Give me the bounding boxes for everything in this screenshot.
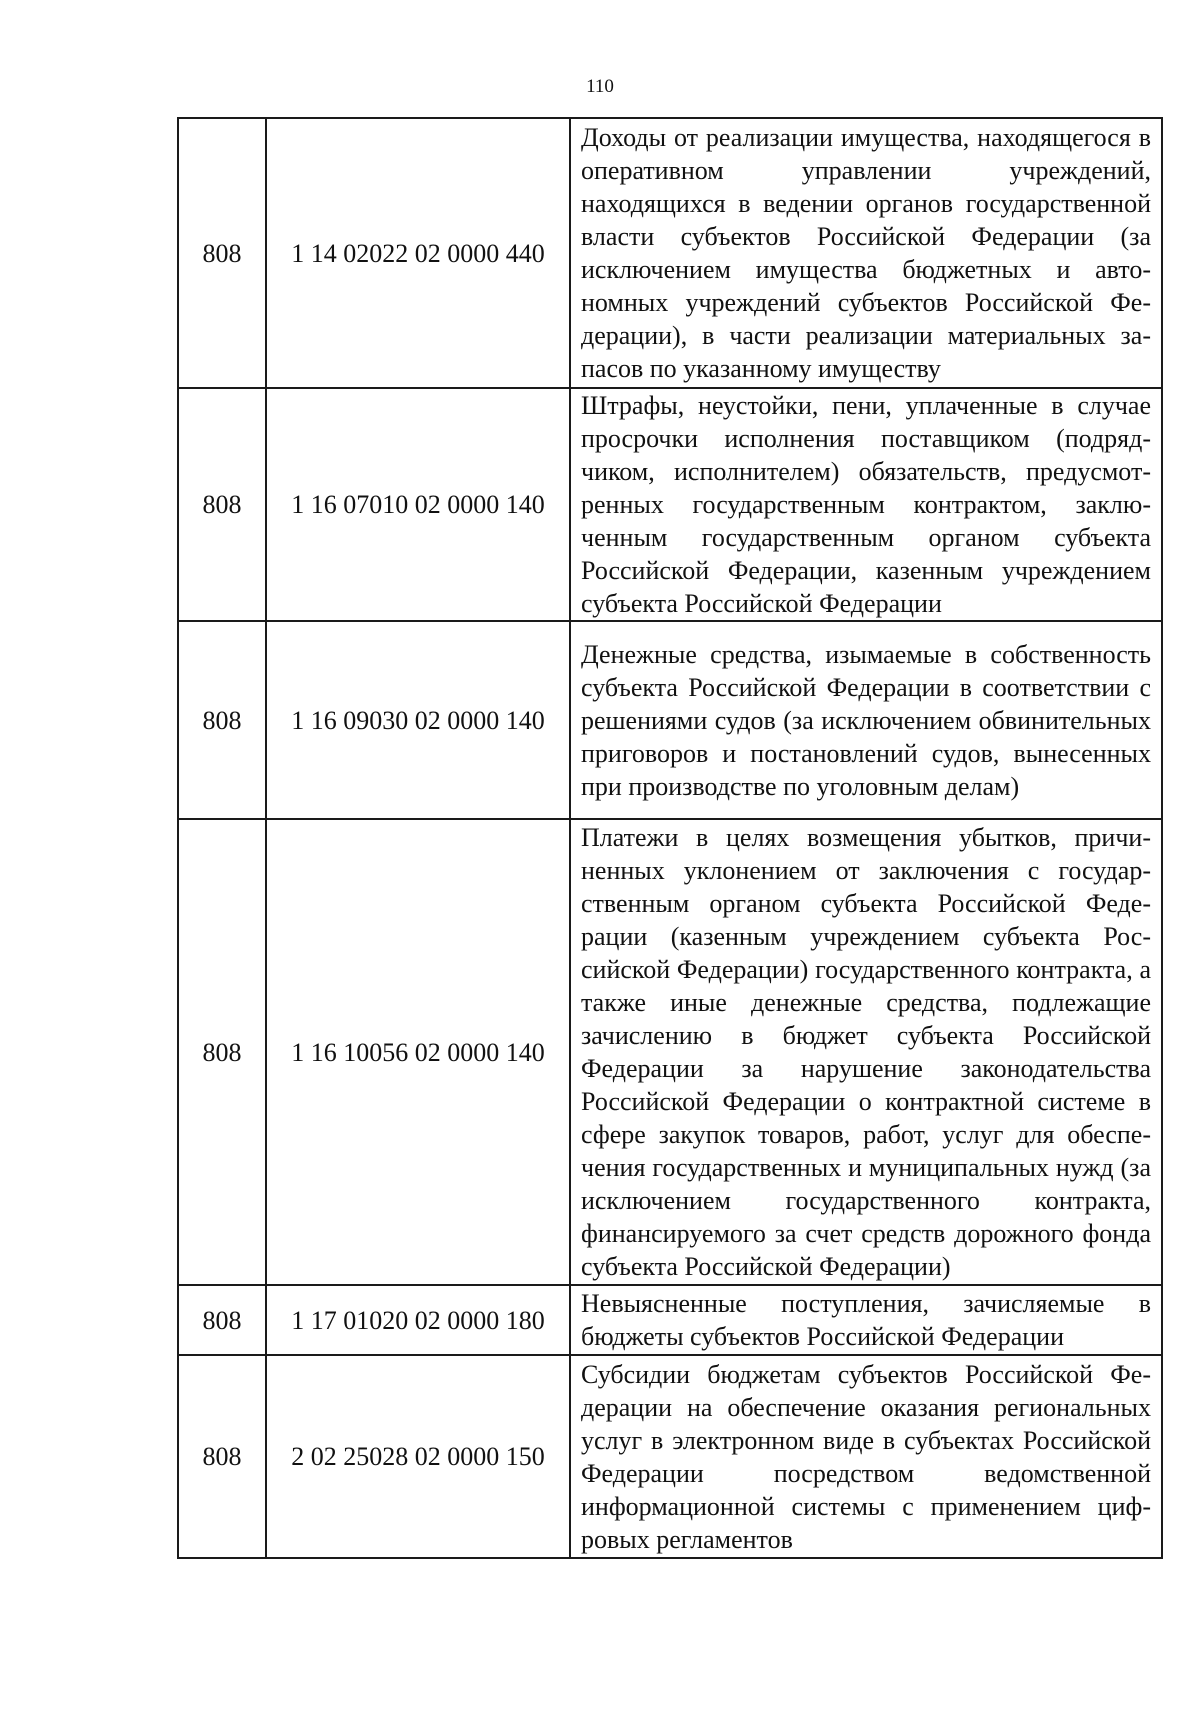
table-row (178, 819, 1162, 1285)
kbk-code-cell: 2 02 25028 02 0000 150 (266, 1355, 570, 1558)
table-row (178, 1355, 1162, 1558)
admin-code-cell: 808 (178, 1355, 266, 1558)
income-description-cell: Невыясненные поступления, зачисляемые в бюджеты субъектов Российской Федерации (570, 1285, 1162, 1355)
income-description-cell: Денежные средства, изымаемые в собственность субъекта Российской Федерации в соответствии с решениями судов (за исключением обвинительных приговоров и постановлений судов, вынесенных при производстве по уголовным делам) (570, 621, 1162, 819)
table-row (178, 118, 1162, 388)
kbk-code-cell: 1 16 07010 02 0000 140 (266, 388, 570, 621)
kbk-code-cell: 1 14 02022 02 0000 440 (266, 118, 570, 388)
budget-codes-table (177, 117, 1163, 1559)
table-row (178, 621, 1162, 819)
admin-code-cell: 808 (178, 621, 266, 819)
income-description-cell: Штрафы, неустойки, пени, уплаченные в случае просрочки исполнения поставщиком (подрядчиком, исполнителем) обязательств, предусмотренных государственным контрактом, заключенным государственным органом субъекта Российской Федерации, казенным учреждением субъекта Российской Федерации (570, 388, 1162, 621)
admin-code-cell: 808 (178, 819, 266, 1285)
admin-code-cell: 808 (178, 118, 266, 388)
page-number: 110 (586, 76, 614, 97)
income-description-cell: Субсидии бюджетам субъектов Российской Федерации на обеспечение оказания региональных услуг в электронном виде в субъектах Российской Федерации посредством ведомственной информационной системы с применением цифровых регламентов (570, 1355, 1162, 1558)
income-description-cell: Доходы от реализации имущества, находящегося в оперативном управлении учреждений, находящихся в ведении органов государственной власти субъектов Российской Федерации (за исключением имущества бюджетных и автономных учреждений субъектов Российской Федерации), в части реализации материальных запасов по указанному имуществу (570, 118, 1162, 388)
income-description-cell: Платежи в целях возмещения убытков, причиненных уклонением от заключения с государственным органом субъекта Российской Федерации (казенным учреждением субъекта Российской Федерации) государственного контракта, а также иные денежные средства, подлежащие зачислению в бюджет субъекта Российской Федерации за нарушение законодательства Российской Федерации о контрактной системе в сфере закупок товаров, работ, услуг для обеспечения государственных и муниципальных нужд (за исключением государственного контракта, финансируемого за счет средств дорожного фонда субъекта Российской Федерации) (570, 819, 1162, 1285)
admin-code-cell: 808 (178, 388, 266, 621)
table-row (178, 1285, 1162, 1355)
kbk-code-cell: 1 16 10056 02 0000 140 (266, 819, 570, 1285)
kbk-code-cell: 1 17 01020 02 0000 180 (266, 1285, 570, 1355)
table-row (178, 388, 1162, 621)
kbk-code-cell: 1 16 09030 02 0000 140 (266, 621, 570, 819)
admin-code-cell: 808 (178, 1285, 266, 1355)
